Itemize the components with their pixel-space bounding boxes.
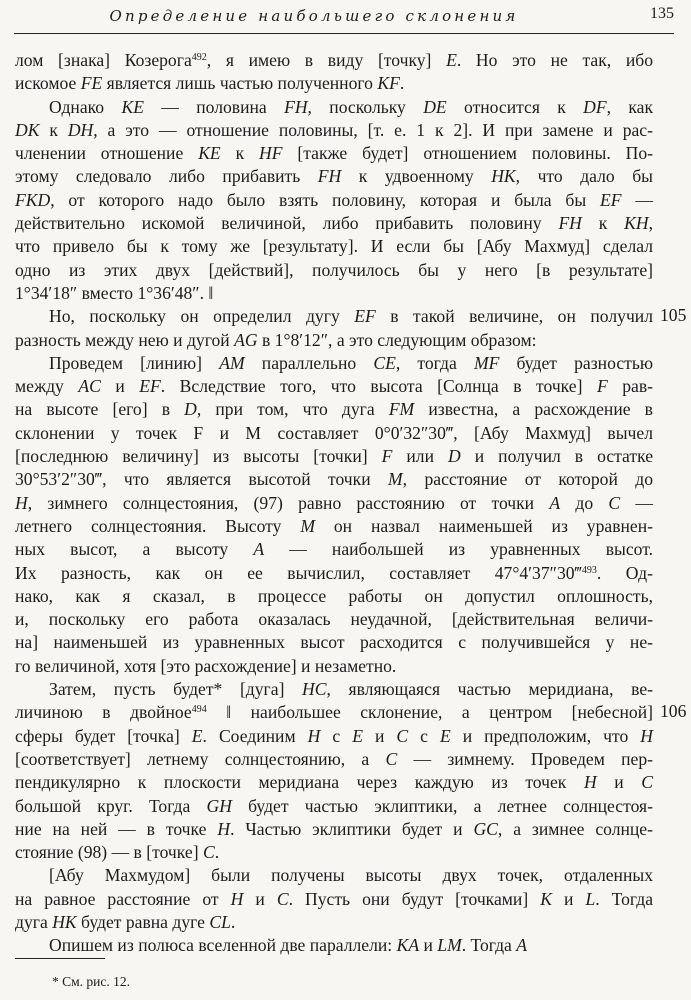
paragraph (15, 49, 653, 96)
header-rule (14, 33, 674, 34)
text-line: летнего солнцестояния. Высоту M он назвал наименьшей из уравнен- (15, 515, 653, 536)
text-line: 1°34′18″ вместо 1°36′48″. ‖ (15, 282, 214, 303)
text-line: [последнюю величину] из высоты [точки] F или D и получил в остатке (15, 446, 653, 467)
text-line: на] наименьшей из уравненных высот расходится с получившейся у не- (15, 632, 653, 653)
text-line: на равное расстояние от H и C. Пусть они будут [точками] K и L. Тогда (15, 888, 654, 909)
text-line: лом [знака] Козерога$^{492}$, я имею в виду [точку] E. Но это не так, ибо (15, 50, 654, 70)
text-line: FKD, от которого надо было взять половину, которая и была бы EF — (15, 189, 653, 210)
text-line: между AC и EF. Вследствие того, что высота [Солнца в точке] F рав- (15, 376, 653, 397)
text-line: Но, поскольку он определил дугу EF в такой величине, он получил (49, 306, 653, 327)
text-line: разность между нею и дугой AG в 1°8′12″, а это следующим образом: (15, 329, 537, 350)
paragraph (15, 352, 653, 678)
text-line: членении отношение KE к HF [также будет] отношением половины. По- (15, 143, 653, 164)
text-line: одно из этих двух [действий], получилось бы у него [в результате] (15, 259, 653, 280)
text-line: сферы будет [точка] E. Соединим H с E и C с E и предположим, что H (15, 725, 653, 746)
text-line: Проведем [линию] AM параллельно CE, тогда MF будет разностью (49, 352, 653, 373)
text-line: дуга HK будет равна дуге CL. (15, 911, 236, 932)
text-line: этому следовало либо прибавить FH к удвоенному HK, что дало бы (15, 166, 653, 187)
text-line: Однако KE — половина FH, поскольку DE относится к DF, как (49, 96, 654, 117)
text-line: 30°53′2″30‴, что является высотой точки M, расстояние от которой до (15, 469, 653, 490)
text-line: нако, как я сказал, в процессе работы он допустил оплошность, (15, 585, 653, 606)
text-line: [соответствует] летнему солнцестоянию, а C — зимнему. Проведем пер- (15, 748, 653, 769)
running-header (14, 0, 674, 40)
text-line: пендикулярно к плоскости меридиана через каждую из точек H и C (15, 772, 653, 793)
text-line: [Абу Махмудом] были получены высоты двух точек, отдаленных (49, 865, 653, 886)
text-line: стояние (98) — в [точке] C. (15, 842, 220, 863)
running-title: Определение наибольшего склонения (109, 7, 519, 25)
text-line: Их разность, как он ее вычислил, составляет 47°4′37″30‴$^{493}$. Од- (15, 562, 653, 583)
margin-page-number: 105 (660, 305, 687, 326)
text-line: действительно искомой величиной, либо прибавить половину FH к KH, (15, 213, 653, 234)
paragraph (15, 305, 653, 352)
text-line: большой круг. Тогда GH будет частью эклиптики, а летнее солнцестоя- (15, 795, 653, 816)
body-text (15, 49, 653, 958)
text-line: ных высот, а высоту A — наибольшей из уравненных высот. (15, 539, 653, 560)
text-line: го величиной, хотя [это расхождение] и незаметно. (15, 655, 397, 676)
text-line: ние на ней — в точке H. Частью эклиптики будет и GC, а зимнее солнце- (15, 818, 653, 839)
text-line: личиною в двойное$^{494}$ ‖ наибольшее склонение, а центром [небесной] (15, 702, 653, 723)
footnote: * См. рис. 12. (52, 974, 131, 989)
text-line: искомое FE является лишь частью полученного KF. (15, 73, 405, 94)
paragraph (15, 864, 653, 934)
footnote-rule (15, 958, 105, 959)
paragraph (15, 934, 653, 957)
paragraph (15, 96, 653, 306)
text-line: Затем, пусть будет* [дуга] HC, являющаяся частью меридиана, ве- (49, 679, 653, 700)
text-line: на высоте [его] в D, при том, что дуга FM известна, а расхождение в (15, 399, 653, 420)
text-line: и, поскольку его работа оказалась неудачной, [действительная величи- (15, 609, 653, 630)
text-line: H, зимнего солнцестояния, (97) равно расстоянию от точки A до C — (15, 492, 653, 513)
text-line: что привело бы к тому же [результату]. И если бы [Абу Махмуд] сделал (15, 236, 653, 257)
page-number: 135 (650, 5, 674, 22)
paragraph (15, 678, 653, 864)
text-line: склонении у точек F и M составляет 0°0′32″30‴, [Абу Махмуд] вычел (15, 422, 653, 443)
text-line: Опишем из полюса вселенной две параллели: KA и LM. Тогда A (49, 935, 528, 956)
text-line: DK к DH, а это — отношение половины, [т. е. 1 к 2]. И при замене и рас- (15, 119, 653, 140)
margin-page-number: 106 (660, 701, 687, 722)
